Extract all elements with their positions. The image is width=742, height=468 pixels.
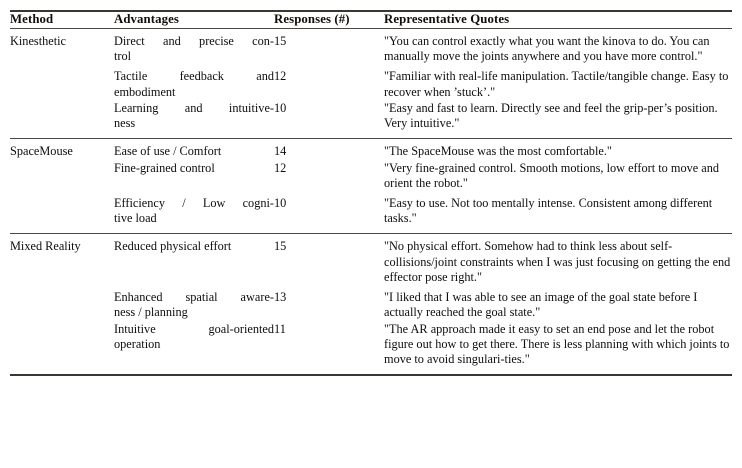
advantage-line-cont: operation xyxy=(114,336,161,351)
table-row xyxy=(10,100,732,131)
table-row xyxy=(10,64,732,99)
table-row xyxy=(10,234,732,285)
column-header-responses: Responses (#) xyxy=(274,12,384,28)
table-body xyxy=(10,28,732,375)
advantage-line: Direct and precise con- xyxy=(114,33,274,48)
advantage-line-cont: trol xyxy=(114,49,132,64)
method-cell: Kinesthetic xyxy=(10,33,67,48)
table-bottom-rule xyxy=(10,374,732,375)
advantage-cell xyxy=(114,234,274,285)
quote-cell: "Easy and fast to learn. Directly see and feel the grip-per’s position. Very intuitive." xyxy=(384,100,718,131)
table-header xyxy=(10,11,732,28)
advantage-cell xyxy=(114,160,274,191)
quote-cell: "Easy to use. Not too mentally intense. Consistent among different tasks." xyxy=(384,195,713,226)
responses-cell: 12 xyxy=(274,160,287,175)
representative-quotes-table xyxy=(10,10,732,376)
method-cell xyxy=(10,160,114,191)
table-row xyxy=(10,321,732,368)
group-spacer xyxy=(10,367,732,374)
responses-cell: 10 xyxy=(274,195,287,210)
representative-quotes-table-container xyxy=(10,10,732,376)
table-row xyxy=(10,139,732,160)
quote-cell: "You can control exactly what you want the kinova to do. You can manually move the joints anywhere and you have more control." xyxy=(384,33,710,64)
quote-cell: "Very fine-grained control. Smooth motions, low effort to move and orient the robot." xyxy=(384,160,720,190)
advantage-line: Learning and intuitive- xyxy=(114,100,274,115)
advantage-cell xyxy=(114,100,274,131)
table-row xyxy=(10,28,732,64)
table-row xyxy=(10,285,732,320)
method-cell: Mixed Reality xyxy=(10,239,81,254)
advantage-line: Efficiency / Low cogni- xyxy=(114,195,274,210)
advantage-line-cont: embodiment xyxy=(114,84,176,99)
column-header-method: Method xyxy=(10,12,114,28)
responses-cell: 10 xyxy=(274,100,287,115)
advantage-line: Ease of use / Comfort xyxy=(114,144,222,159)
method-cell xyxy=(10,321,114,368)
method-cell xyxy=(10,100,114,131)
responses-cell: 11 xyxy=(274,321,286,336)
group-spacer xyxy=(10,226,732,233)
advantage-line: Reduced physical effort xyxy=(114,239,232,254)
advantage-line-cont: tive load xyxy=(114,211,157,226)
table-row xyxy=(10,160,732,191)
table-header-row xyxy=(10,12,732,28)
group-spacer xyxy=(10,131,732,138)
responses-cell: 15 xyxy=(274,239,287,254)
quote-cell: "I liked that I was able to see an image of the goal state before I actually reached the goal state." xyxy=(384,290,698,320)
advantage-line: Enhanced spatial aware- xyxy=(114,290,274,305)
advantage-cell xyxy=(114,64,274,99)
advantage-line: Fine-grained control xyxy=(114,160,215,175)
method-cell xyxy=(10,285,114,320)
advantage-cell xyxy=(114,285,274,320)
method-cell: SpaceMouse xyxy=(10,144,73,159)
responses-cell: 15 xyxy=(274,33,287,48)
table-row xyxy=(10,191,732,226)
quote-cell: "Familiar with real-life manipulation. Tactile/tangible change. Easy to recover when ’stuck’." xyxy=(384,69,729,99)
advantage-line: Intuitive goal-oriented xyxy=(114,321,274,336)
advantage-line-cont: ness xyxy=(114,116,136,131)
responses-cell: 14 xyxy=(274,144,287,159)
column-header-quotes: Representative Quotes xyxy=(384,12,732,28)
advantage-cell xyxy=(114,28,274,64)
quote-cell: "The AR approach made it easy to set an end pose and let the robot figure out how to get there. There is less planning with which joints to move to avoid singulari-ties." xyxy=(384,321,730,367)
advantage-line-cont: ness / planning xyxy=(114,305,188,320)
responses-cell: 13 xyxy=(274,290,287,305)
method-cell xyxy=(10,191,114,226)
column-header-advantages: Advantages xyxy=(114,12,274,28)
quote-cell: "The SpaceMouse was the most comfortable." xyxy=(384,144,612,159)
advantage-cell xyxy=(114,191,274,226)
method-cell xyxy=(10,64,114,99)
advantage-cell xyxy=(114,321,274,368)
advantage-cell xyxy=(114,139,274,160)
quote-cell: "No physical effort. Somehow had to think less about self-collisions/joint constraints when I was just focusing on getting the end effector pose right." xyxy=(384,239,731,284)
responses-cell: 12 xyxy=(274,69,287,84)
advantage-line: Tactile feedback and xyxy=(114,69,274,84)
